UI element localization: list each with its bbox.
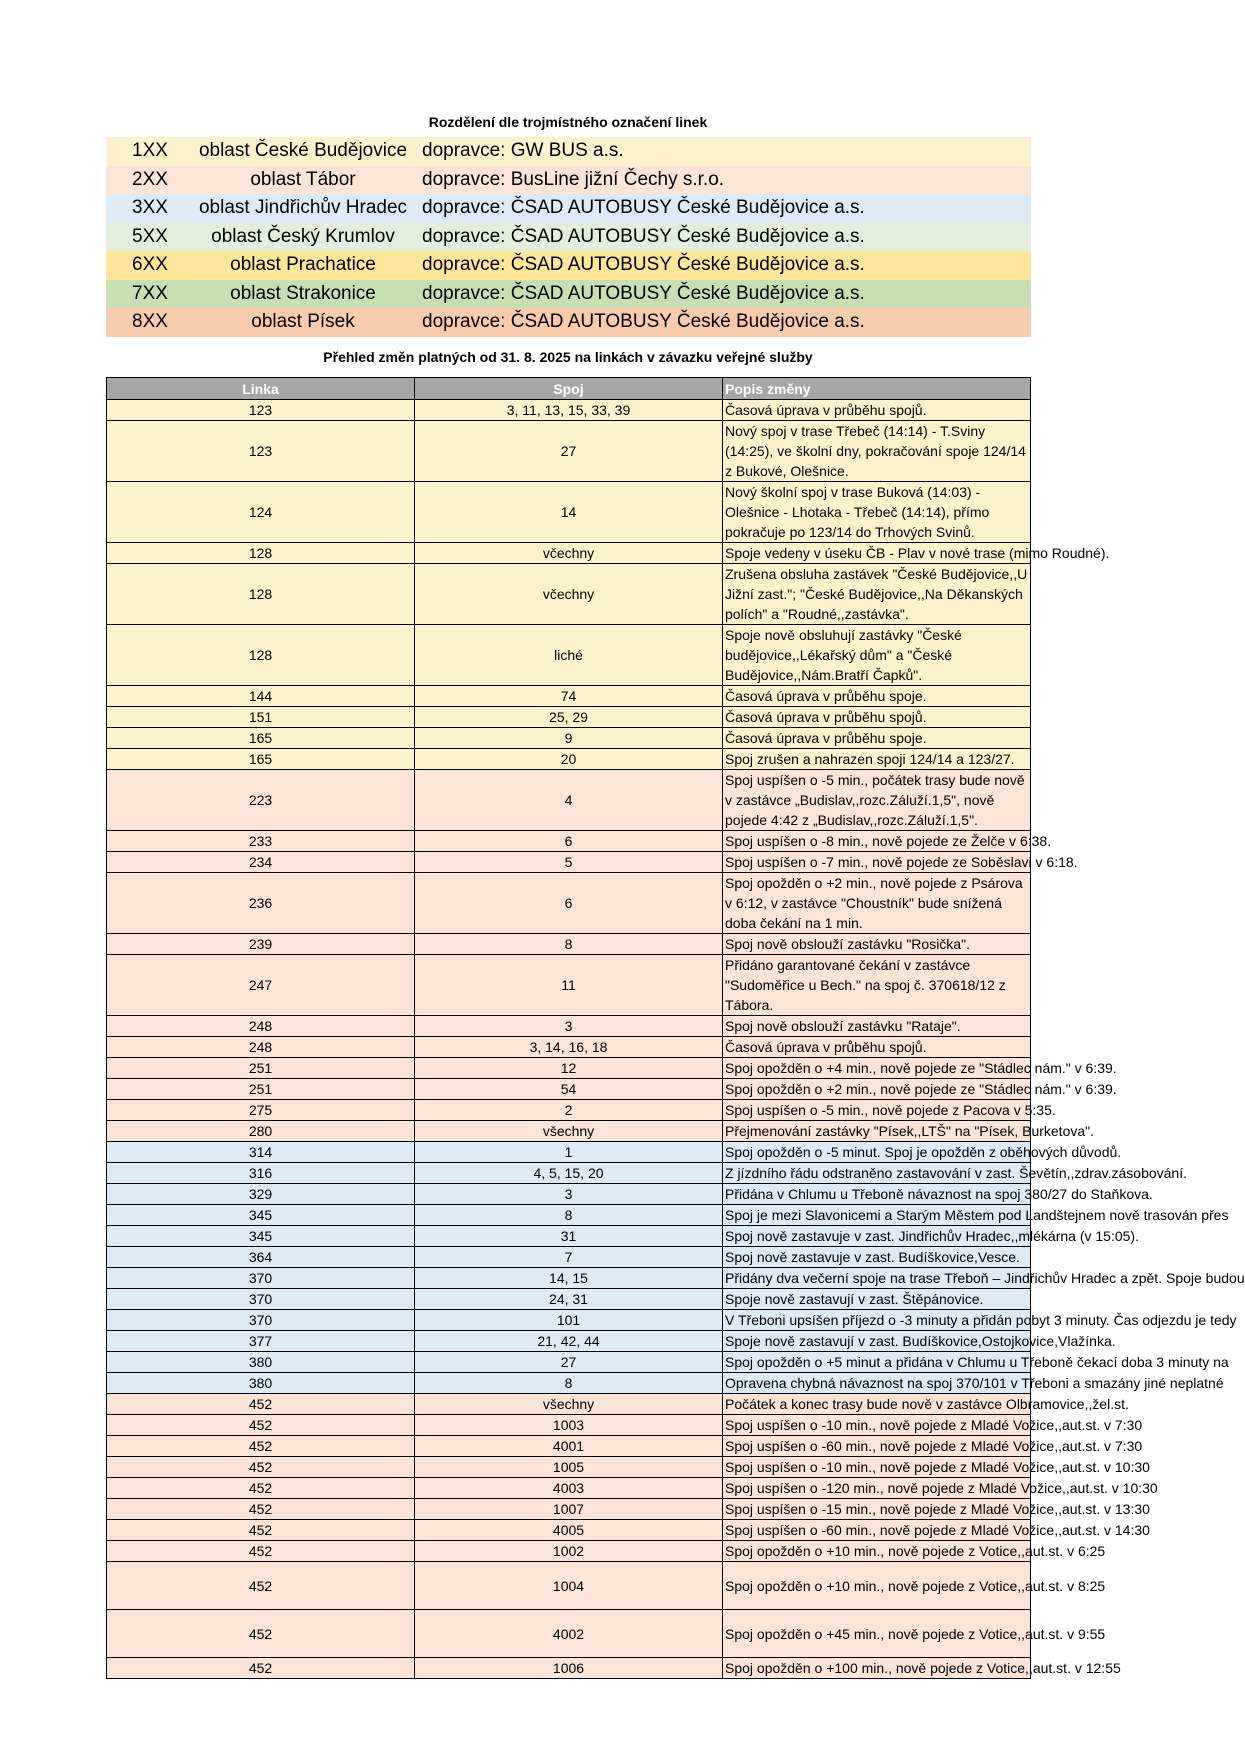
- cell-popis: Nový školní spoj v trase Buková (14:03) - Olešnice - Lhotaka - Třebeč (14:14), přímo pokračuje po 123/14 do Trhových Svinů.: [723, 482, 1031, 543]
- table-row: [107, 543, 1031, 564]
- table-row: [107, 749, 1031, 770]
- cell-popis: V Třeboni upsíšen příjezd o -3 minuty a přidán pobyt 3 minuty. Čas odjezdu je tedy: [723, 1310, 1031, 1331]
- changes-header-row: [107, 378, 1031, 400]
- cell-popis: Opravena chybná návaznost na spoj 370/101 v Třeboni a smazány jiné neplatné: [723, 1373, 1031, 1394]
- cell-linka: 223: [107, 770, 415, 831]
- cell-popis: Přidána v Chlumu u Třeboně návaznost na spoj 380/27 do Staňkova.: [723, 1184, 1031, 1205]
- cell-spoj: 8: [415, 934, 723, 955]
- cell-linka: 377: [107, 1331, 415, 1352]
- changes-table: [106, 377, 1245, 1679]
- cell-spoj: 1003: [415, 1415, 723, 1436]
- cell-linka: 247: [107, 955, 415, 1016]
- table-row: [107, 1352, 1031, 1373]
- table-row: [107, 707, 1031, 728]
- cell-popis: Přejmenování zastávky "Písek,,LTŠ" na "Písek, Burketova".: [723, 1121, 1031, 1142]
- cell-spoj: 4005: [415, 1520, 723, 1541]
- cell-linka: 364: [107, 1247, 415, 1268]
- cell-popis: Časová úprava v průběhu spoje.: [723, 728, 1031, 749]
- table-row: [107, 1205, 1031, 1226]
- legend-code: 1XX: [132, 140, 168, 162]
- cell-linka: 128: [107, 564, 415, 625]
- legend-row: [106, 251, 1031, 280]
- cell-linka: 452: [107, 1499, 415, 1520]
- table-row: [107, 1394, 1031, 1415]
- cell-linka: 165: [107, 728, 415, 749]
- cell-linka: 370: [107, 1310, 415, 1331]
- table-row: [107, 1541, 1031, 1562]
- cell-spoj: 4003: [415, 1478, 723, 1499]
- table-row: [107, 1562, 1031, 1610]
- cell-spoj: 27: [415, 1352, 723, 1373]
- line-area-legend: [106, 137, 1031, 337]
- legend-carrier: dopravce: BusLine jižní Čechy s.r.o.: [422, 168, 725, 190]
- table-row: [107, 625, 1031, 686]
- cell-popis: Spoj uspíšen o -8 min., nově pojede ze Želče v 6:38.: [723, 831, 1031, 852]
- legend-carrier: dopravce: ČSAD AUTOBUSY České Budějovice a.s.: [422, 282, 865, 304]
- cell-popis: Časová úprava v průběhu spojů.: [723, 400, 1031, 421]
- cell-popis: Přidány dva večerní spoje na trase Třeboň – Jindřichův Hradec a zpět. Spoje budou: [723, 1268, 1031, 1289]
- cell-linka: 239: [107, 934, 415, 955]
- cell-popis: Spoj opožděn o +100 min., nově pojede z Votice,,aut.st. v 12:55: [723, 1658, 1031, 1679]
- cell-spoj: 74: [415, 686, 723, 707]
- cell-spoj: 8: [415, 1373, 723, 1394]
- cell-popis: Spoj nově zastavuje v zast. Jindřichův Hradec,,mlékárna (v 15:05).: [723, 1226, 1031, 1247]
- table-row: [107, 1520, 1031, 1541]
- cell-spoj: 3, 14, 16, 18: [415, 1037, 723, 1058]
- cell-linka: 128: [107, 625, 415, 686]
- cell-popis: Spoj opožděn o +4 min., nově pojede ze "Stádlec nám." v 6:39.: [723, 1058, 1031, 1079]
- cell-popis: Z jízdního řádu odstraněno zastavování v zast. Ševětín,,zdrav.zásobování.: [723, 1163, 1031, 1184]
- cell-linka: 452: [107, 1520, 415, 1541]
- cell-popis: Spoj uspíšen o -60 min., nově pojede z Mladé Vožice,,aut.st. v 14:30: [723, 1520, 1031, 1541]
- cell-spoj: liché: [415, 625, 723, 686]
- legend-carrier: dopravce: ČSAD AUTOBUSY České Budějovice a.s.: [422, 311, 865, 333]
- table-row: [107, 1310, 1031, 1331]
- cell-linka: 380: [107, 1352, 415, 1373]
- cell-linka: 329: [107, 1184, 415, 1205]
- cell-spoj: 14, 15: [415, 1268, 723, 1289]
- cell-linka: 151: [107, 707, 415, 728]
- cell-popis: Spoj uspíšen o -7 min., nově pojede ze Soběslavi v 6:18.: [723, 852, 1031, 873]
- legend-code: 3XX: [132, 197, 168, 219]
- cell-spoj: 5: [415, 852, 723, 873]
- cell-popis: Spoj je mezi Slavonicemi a Starým Městem pod Landštejnem nově trasován přes: [723, 1205, 1031, 1226]
- cell-popis: Časová úprava v průběhu spojů.: [723, 707, 1031, 728]
- cell-linka: 251: [107, 1079, 415, 1100]
- cell-spoj: 4: [415, 770, 723, 831]
- cell-linka: 380: [107, 1373, 415, 1394]
- header-linka: Linka: [107, 378, 415, 400]
- legend-row: [106, 308, 1031, 337]
- cell-popis: Počátek a konec trasy bude nově v zastávce Olbramovice,,žel.st.: [723, 1394, 1031, 1415]
- table-row: [107, 1121, 1031, 1142]
- cell-linka: 275: [107, 1100, 415, 1121]
- table-row: [107, 1100, 1031, 1121]
- legend-area: oblast Jindřichův Hradec: [198, 197, 408, 219]
- cell-spoj: 4, 5, 15, 20: [415, 1163, 723, 1184]
- table-row: [107, 873, 1031, 934]
- cell-linka: 452: [107, 1562, 415, 1610]
- cell-popis: Spoje nově obsluhují zastávky "České budějovice,,Lékařský dům" a "České Budějovice,,Nám.Bratří Čapků".: [723, 625, 1031, 686]
- table-row: [107, 1415, 1031, 1436]
- cell-spoj: 21, 42, 44: [415, 1331, 723, 1352]
- cell-linka: 316: [107, 1163, 415, 1184]
- cell-popis: Časová úprava v průběhu spoje.: [723, 686, 1031, 707]
- cell-linka: 452: [107, 1541, 415, 1562]
- cell-spoj: včechny: [415, 543, 723, 564]
- cell-spoj: 6: [415, 831, 723, 852]
- legend-row: [106, 223, 1031, 252]
- cell-spoj: 14: [415, 482, 723, 543]
- legend-area: oblast Písek: [251, 311, 355, 333]
- cell-popis: Spoj zrušen a nahrazen spoji 124/14 a 123/27.: [723, 749, 1031, 770]
- cell-popis: Spoj nově obslouží zastávku "Rataje".: [723, 1016, 1031, 1037]
- cell-spoj: 2: [415, 1100, 723, 1121]
- cell-linka: 345: [107, 1226, 415, 1247]
- table-row: [107, 1037, 1031, 1058]
- cell-popis: Spoje nově zastavují v zast. Budíškovice,Ostojkovice,Vlažínka.: [723, 1331, 1031, 1352]
- table-row: [107, 1658, 1031, 1679]
- cell-spoj: 1006: [415, 1658, 723, 1679]
- legend-row: [106, 280, 1031, 309]
- cell-linka: 123: [107, 421, 415, 482]
- cell-linka: 233: [107, 831, 415, 852]
- cell-popis: Spoj uspíšen o -15 min., nově pojede z Mladé Vožice,,aut.st. v 13:30: [723, 1499, 1031, 1520]
- table-row: [107, 1184, 1031, 1205]
- cell-spoj: 4002: [415, 1610, 723, 1658]
- table-row: [107, 482, 1031, 543]
- cell-spoj: 7: [415, 1247, 723, 1268]
- cell-linka: 452: [107, 1658, 415, 1679]
- cell-popis: Spoj opožděn o +2 min., nově pojede ze "Stádlec nám." v 6:39.: [723, 1079, 1031, 1100]
- cell-popis: Spoj uspíšen o -5 min., nově pojede z Pacova v 5:35.: [723, 1100, 1031, 1121]
- table-row: [107, 1268, 1031, 1289]
- cell-linka: 314: [107, 1142, 415, 1163]
- table-row: [107, 1142, 1031, 1163]
- cell-spoj: 31: [415, 1226, 723, 1247]
- legend-title: Rozdělení dle trojmístného označení linek: [428, 114, 708, 130]
- table-row: [107, 1079, 1031, 1100]
- cell-spoj: 1007: [415, 1499, 723, 1520]
- cell-linka: 345: [107, 1205, 415, 1226]
- cell-spoj: 20: [415, 749, 723, 770]
- table-row: [107, 421, 1031, 482]
- cell-spoj: 8: [415, 1205, 723, 1226]
- legend-area: oblast Prachatice: [230, 254, 376, 276]
- cell-spoj: všechny: [415, 1394, 723, 1415]
- table-row: [107, 1163, 1031, 1184]
- header-popis: Popis změny: [723, 378, 1031, 400]
- cell-popis: Spoj uspíšen o -5 min., počátek trasy bude nově v zastávce „Budislav,,rozc.Záluží.1,5", nově pojede 4:42 z „Budislav,,rozc.Záluží.1,5".: [723, 770, 1031, 831]
- legend-carrier: dopravce: ČSAD AUTOBUSY České Budějovice a.s.: [422, 254, 865, 276]
- cell-popis: Spoj uspíšen o -60 min., nově pojede z Mladé Vožice,,aut.st. v 7:30: [723, 1436, 1031, 1457]
- cell-spoj: 101: [415, 1310, 723, 1331]
- cell-spoj: 1004: [415, 1562, 723, 1610]
- cell-linka: 452: [107, 1436, 415, 1457]
- header-spoj: Spoj: [415, 378, 723, 400]
- table-row: [107, 1499, 1031, 1520]
- cell-spoj: 27: [415, 421, 723, 482]
- cell-linka: 452: [107, 1394, 415, 1415]
- table-row: [107, 1478, 1031, 1499]
- cell-spoj: 11: [415, 955, 723, 1016]
- legend-row: [106, 137, 1031, 166]
- cell-linka: 236: [107, 873, 415, 934]
- table-row: [107, 686, 1031, 707]
- cell-spoj: 3: [415, 1184, 723, 1205]
- legend-area: oblast Tábor: [250, 168, 356, 190]
- cell-popis: Spoj opožděn o +10 min., nově pojede z Votice,,aut.st. v 8:25: [723, 1562, 1031, 1610]
- legend-carrier: dopravce: ČSAD AUTOBUSY České Budějovice a.s.: [422, 225, 865, 247]
- table-row: [107, 1058, 1031, 1079]
- cell-spoj: 24, 31: [415, 1289, 723, 1310]
- cell-spoj: včechny: [415, 564, 723, 625]
- cell-spoj: 6: [415, 873, 723, 934]
- table-row: [107, 564, 1031, 625]
- cell-spoj: 1: [415, 1142, 723, 1163]
- cell-linka: 124: [107, 482, 415, 543]
- table-row: [107, 1289, 1031, 1310]
- cell-spoj: 9: [415, 728, 723, 749]
- cell-linka: 452: [107, 1457, 415, 1478]
- cell-popis: Spoj nově obslouží zastávku "Rosička".: [723, 934, 1031, 955]
- legend-row: [106, 194, 1031, 223]
- cell-popis: Spoj uspíšen o -10 min., nově pojede z Mladé Vožice,,aut.st. v 7:30: [723, 1415, 1031, 1436]
- cell-linka: 248: [107, 1016, 415, 1037]
- cell-popis: Časová úprava v průběhu spojů.: [723, 1037, 1031, 1058]
- cell-popis: Spoj opožděn o +10 min., nově pojede z Votice,,aut.st. v 6:25: [723, 1541, 1031, 1562]
- table-row: [107, 1610, 1031, 1658]
- legend-code: 8XX: [132, 311, 168, 333]
- cell-linka: 370: [107, 1268, 415, 1289]
- legend-code: 5XX: [132, 225, 168, 247]
- cell-spoj: 3, 11, 13, 15, 33, 39: [415, 400, 723, 421]
- table-row: [107, 1436, 1031, 1457]
- cell-linka: 123: [107, 400, 415, 421]
- table-row: [107, 1016, 1031, 1037]
- legend-area: oblast Strakonice: [230, 282, 376, 304]
- cell-linka: 234: [107, 852, 415, 873]
- cell-popis: Spoj opožděn o +2 min., nově pojede z Psárova v 6:12, v zastávce "Choustník" bude snížená doba čekání na 1 min.: [723, 873, 1031, 934]
- table-row: [107, 831, 1031, 852]
- legend-area: oblast České Budějovice: [198, 140, 408, 162]
- cell-linka: 248: [107, 1037, 415, 1058]
- cell-popis: Spoj opožděn o +45 min., nově pojede z Votice,,aut.st. v 9:55: [723, 1610, 1031, 1658]
- table-row: [107, 1457, 1031, 1478]
- cell-popis: Přidáno garantované čekání v zastávce "Sudoměřice u Bech." na spoj č. 370618/12 z Tábora.: [723, 955, 1031, 1016]
- cell-popis: Spoje vedeny v úseku ČB - Plav v nové trase (mimo Roudné).: [723, 543, 1031, 564]
- table-row: [107, 852, 1031, 873]
- legend-code: 2XX: [132, 168, 168, 190]
- cell-popis: Spoj opožděn o -5 minut. Spoj je opožděn z oběhových důvodů.: [723, 1142, 1031, 1163]
- cell-popis: Spoj nově zastavuje v zast. Budíškovice,Vesce.: [723, 1247, 1031, 1268]
- legend-area: oblast Český Krumlov: [211, 225, 395, 247]
- legend-code: 6XX: [132, 254, 168, 276]
- table-row: [107, 955, 1031, 1016]
- cell-linka: 452: [107, 1415, 415, 1436]
- table-row: [107, 728, 1031, 749]
- cell-popis: Spoj uspíšen o -120 min., nově pojede z Mladé Vožice,,aut.st. v 10:30: [723, 1478, 1031, 1499]
- cell-spoj: 54: [415, 1079, 723, 1100]
- cell-linka: 165: [107, 749, 415, 770]
- cell-popis: Spoj opožděn o +5 minut a přidána v Chlumu u Třeboně čekací doba 3 minuty na: [723, 1352, 1031, 1373]
- cell-linka: 370: [107, 1289, 415, 1310]
- legend-carrier: dopravce: ČSAD AUTOBUSY České Budějovice a.s.: [422, 197, 865, 219]
- table-row: [107, 400, 1031, 421]
- cell-linka: 251: [107, 1058, 415, 1079]
- cell-spoj: 1002: [415, 1541, 723, 1562]
- cell-spoj: 4001: [415, 1436, 723, 1457]
- table-row: [107, 770, 1031, 831]
- legend-carrier: dopravce: GW BUS a.s.: [422, 140, 624, 162]
- table-row: [107, 1247, 1031, 1268]
- cell-popis: Zrušena obsluha zastávek "České Budějovice,,U Jižní zast."; "České Budějovice,,Na Děkanských polích" a "Roudné,,zastávka".: [723, 564, 1031, 625]
- cell-spoj: 12: [415, 1058, 723, 1079]
- cell-linka: 280: [107, 1121, 415, 1142]
- cell-linka: 452: [107, 1478, 415, 1499]
- table-row: [107, 1373, 1031, 1394]
- cell-spoj: 1005: [415, 1457, 723, 1478]
- cell-spoj: 3: [415, 1016, 723, 1037]
- cell-linka: 128: [107, 543, 415, 564]
- cell-spoj: všechny: [415, 1121, 723, 1142]
- cell-popis: Spoj uspíšen o -10 min., nově pojede z Mladé Vožice,,aut.st. v 10:30: [723, 1457, 1031, 1478]
- cell-popis: Spoje nově zastavují v zast. Štěpánovice.: [723, 1289, 1031, 1310]
- table-row: [107, 1226, 1031, 1247]
- table-row: [107, 934, 1031, 955]
- table-row: [107, 1331, 1031, 1352]
- cell-popis: Nový spoj v trase Třebeč (14:14) - T.Sviny (14:25), ve školní dny, pokračování spoje 124/14 z Bukové, Olešnice.: [723, 421, 1031, 482]
- cell-spoj: 25, 29: [415, 707, 723, 728]
- legend-row: [106, 166, 1031, 195]
- cell-linka: 452: [107, 1610, 415, 1658]
- changes-title: Přehled změn platných od 31. 8. 2025 na linkách v závazku veřejné služby: [323, 349, 813, 365]
- cell-linka: 144: [107, 686, 415, 707]
- legend-code: 7XX: [132, 282, 168, 304]
